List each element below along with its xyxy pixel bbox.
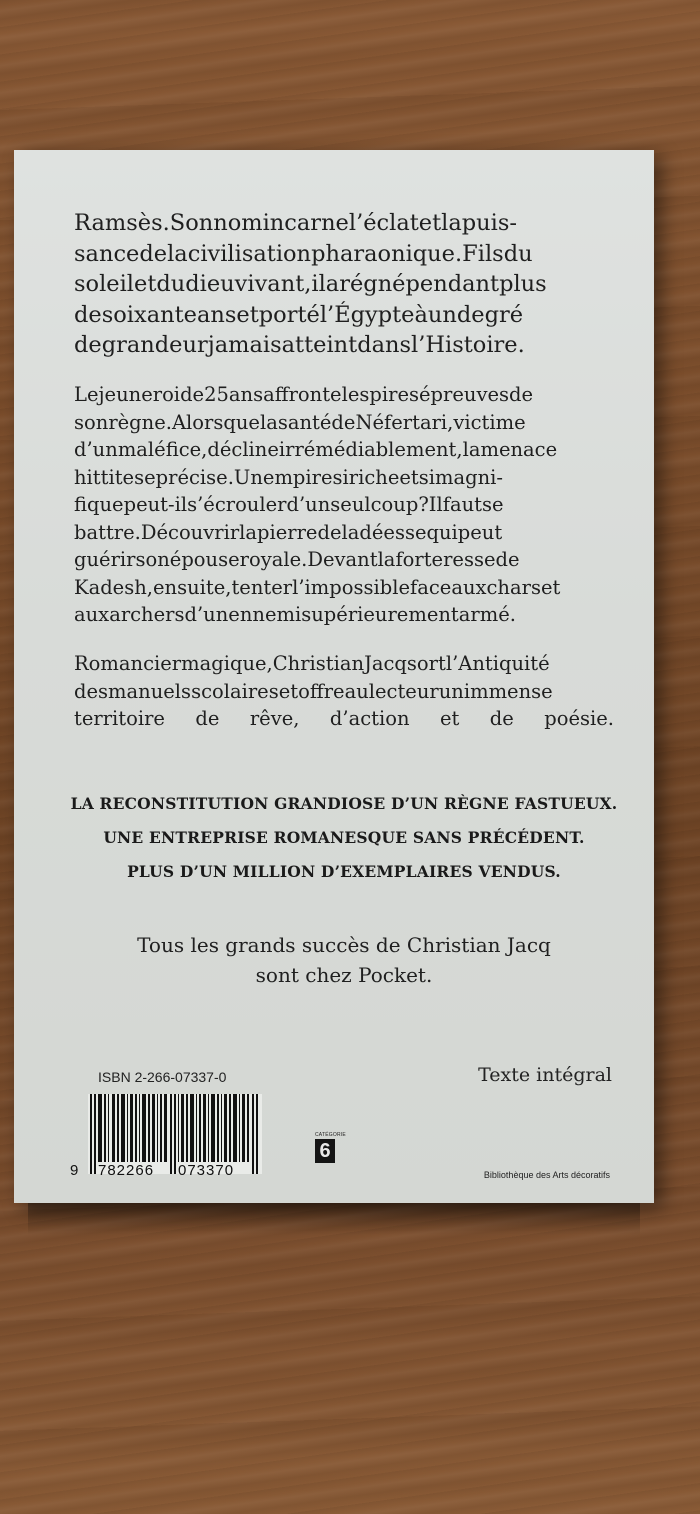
isbn-label: ISBN 2-266-07337-0 xyxy=(98,1069,227,1085)
summary-line: fiquepeut-ils’écroulerd’unseulcoup?Ilfautse xyxy=(74,493,504,516)
summary-line: guérirsonépouseroyale.Devantlaforteressede xyxy=(74,548,520,571)
book-back-cover xyxy=(14,150,654,1203)
summary-line: Lejeuneroide25ansaffrontelespiresépreuvesde xyxy=(74,383,534,406)
intro-paragraph xyxy=(74,208,614,361)
summary-line: Kadesh,ensuite,tenterl’impossiblefaceauxcharset xyxy=(74,575,561,599)
pocket-line: sont chez Pocket. xyxy=(255,963,433,987)
edition-label: Texte intégral xyxy=(478,1064,612,1086)
tagline: PLUS D’UN MILLION D’EXEMPLAIRES VENDUS. xyxy=(127,862,561,881)
summary-paragraph xyxy=(74,381,614,629)
author-line: Romanciermagique,ChristianJacqsortl’Antiquité xyxy=(74,652,550,675)
intro-line: soleiletdudieuvivant,ilarégnépendantplus xyxy=(74,271,547,297)
category-label: CATÉGORIE xyxy=(315,1132,346,1138)
tagline: UNE ENTREPRISE ROMANESQUE SANS PRÉCÉDENT. xyxy=(103,828,585,847)
barcode-digit-group-right: 073370 xyxy=(178,1162,235,1179)
pocket-line: Tous les grands succès de Christian Jacq xyxy=(137,933,551,957)
intro-line: Ramsès.Sonnomincarnel’éclatetlapuis- xyxy=(74,210,518,236)
summary-line: auxarchersd’unennemisupérieurementarmé. xyxy=(74,603,516,626)
category-number: 6 xyxy=(315,1139,335,1163)
intro-line: degrandeurjamaisatteintdansl’Histoire. xyxy=(74,332,525,358)
tagline: LA RECONSTITUTION GRANDIOSE D’UN RÈGNE FASTUEUX. xyxy=(70,794,618,813)
intro-line: sancedelacivilisationpharaonique.Filsdu xyxy=(74,240,533,267)
summary-line: hittiteseprécise.Unempiresiricheetsimagni- xyxy=(74,465,503,489)
author-line: desmanuelsscolairesetoffreaulecteurunimmense xyxy=(74,679,553,703)
summary-line: sonrègne.AlorsquelasantédeNéfertari,victime xyxy=(74,410,526,434)
category-badge xyxy=(315,1132,346,1163)
author-paragraph xyxy=(74,650,614,733)
barcode-digits xyxy=(70,1162,235,1247)
intro-line: desoixanteansetportél’Égypteàundegré xyxy=(74,301,524,328)
summary-line: d’unmaléfice,déclineirrémédiablement,lamenace xyxy=(74,438,558,461)
photo-credit: Bibliothèque des Arts décoratifs xyxy=(483,1170,610,1180)
summary-line: battre.Découvrirlapierredeladéessequipeut xyxy=(74,520,503,544)
author-line: territoire de rêve, d’action et de poésie. xyxy=(74,707,614,730)
barcode-digit-lead: 9 xyxy=(70,1162,79,1179)
barcode-digit-group-left: 782266 xyxy=(98,1162,155,1179)
